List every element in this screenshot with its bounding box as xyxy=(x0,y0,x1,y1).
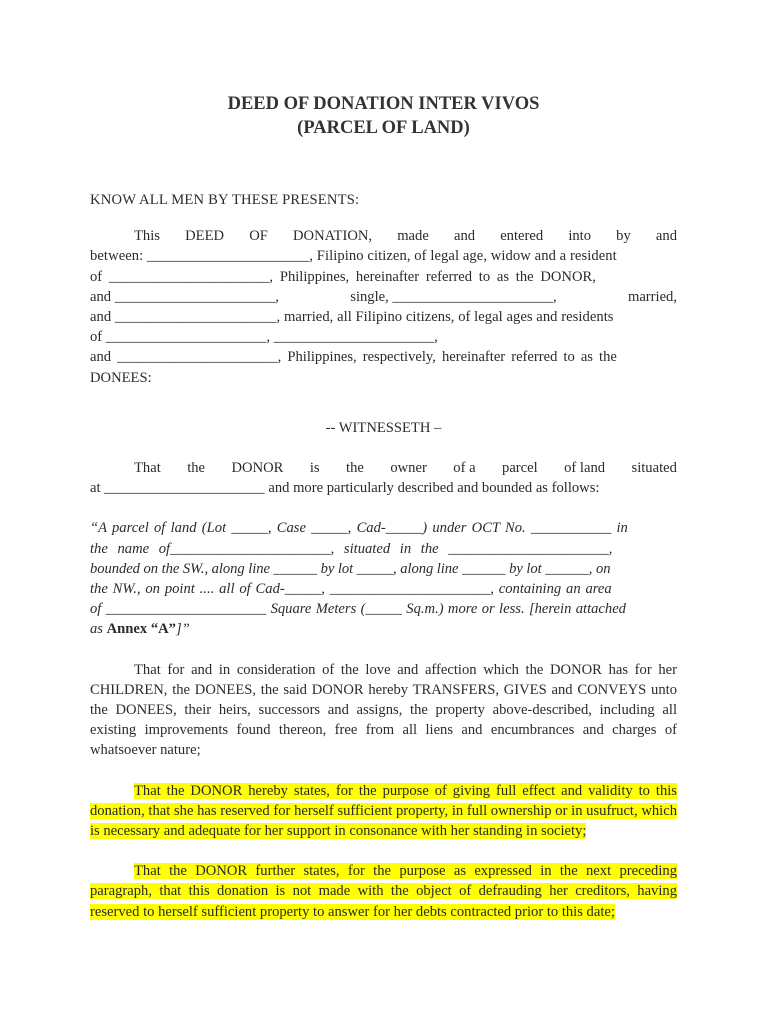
document-subtitle: (PARCEL OF LAND) xyxy=(297,118,470,138)
owner-word: situated xyxy=(631,460,677,477)
owner-word: DONOR xyxy=(231,460,284,477)
highlighted-text: That the DONOR further states, for the purpose as expressed in the next preceding paragraph, that this donation is not made with the object of defrauding her creditors, having reserved to herself sufficient property to answer for her debts contracted prior to this date; xyxy=(90,863,677,920)
intro-word: OF xyxy=(249,228,268,245)
description-line-4: the NW., on point .... all of Cad-_____, ______________________, containing an area xyxy=(90,581,612,598)
intro-line-5: and ______________________, married, all Filipino citizens, of legal ages and residents xyxy=(90,309,614,326)
intro-word: and xyxy=(655,228,677,245)
owner-word: the xyxy=(346,460,364,477)
owner-line-1 xyxy=(90,458,677,478)
opening-clause: KNOW ALL MEN BY THESE PRESENTS: xyxy=(90,192,360,208)
annex-label: Annex “A” xyxy=(106,621,176,638)
donor-statement-1 xyxy=(90,781,677,842)
intro-line-3: of ______________________, Philippines, hereinafter referred to as the DONOR, xyxy=(90,268,596,285)
owner-word: of land xyxy=(564,460,606,477)
intro-segment: and ______________________, xyxy=(90,288,279,305)
land-description xyxy=(90,518,677,639)
owner-word: the xyxy=(187,460,206,477)
document-title: DEED OF DONATION INTER VIVOS xyxy=(227,94,540,114)
owner-line-2: at ______________________ and more particularly described and bounded as follows: xyxy=(90,480,600,497)
intro-line-2: between: ______________________, Filipino citizen, of legal age, widow and a resident xyxy=(90,248,617,265)
intro-word: into xyxy=(568,228,592,245)
owner-word: owner xyxy=(390,460,427,477)
description-line-6 xyxy=(90,619,677,639)
description-line-1: “A parcel of land (Lot _____, Case _____, Cad-_____) under OCT No. ___________ in xyxy=(90,520,628,537)
description-line-3: bounded on the SW., along line ______ by lot _____, along line ______ by lot ______, on xyxy=(90,560,611,577)
intro-word: DONATION, xyxy=(293,228,373,245)
intro-word: made xyxy=(397,228,429,245)
intro-segment: married, xyxy=(627,288,677,305)
intro-line-8: DONEES: xyxy=(90,369,152,386)
intro-line-6: of ______________________, ______________________, xyxy=(90,329,438,346)
intro-line-4 xyxy=(90,287,677,307)
owner-word: is xyxy=(309,460,320,477)
owner-word: of a xyxy=(453,460,476,477)
owner-paragraph xyxy=(90,458,677,498)
intro-segment: single, ______________________, xyxy=(350,288,557,305)
document-page xyxy=(90,92,677,922)
consideration-paragraph: That for and in consideration of the love and affection which the DONOR has for her CHILDREN, the DONEES, the said DONOR hereby TRANSFERS, GIVES and CONVEYS unto the DONEES, their heirs, successors and assigns, the property above-described, including all existing improvements found thereon, free from all liens and encumbrances and charges of whatsoever nature; xyxy=(90,661,677,759)
description-text: ]” xyxy=(175,621,190,638)
intro-line-7: and ______________________, Philippines, respectively, hereinafter referred to as the xyxy=(90,349,617,366)
intro-word: by xyxy=(616,228,631,245)
intro-word: and xyxy=(453,228,476,245)
intro-word: This xyxy=(134,228,160,245)
donor-statement-2 xyxy=(90,861,677,922)
description-line-5: of ______________________ Square Meters (_____ Sq.m.) more or less. [herein attached xyxy=(90,601,626,618)
description-text: as xyxy=(90,621,107,638)
intro-word: DEED xyxy=(185,228,225,245)
description-line-2: the name of______________________, situated in the ______________________, xyxy=(90,540,613,557)
highlighted-text: That the DONOR hereby states, for the purpose of giving full effect and validity to this donation, that she has reserved for herself sufficient property, in full ownership or in usufruct, which is necessary and adequate for her support in consonance with her standing in society; xyxy=(90,782,677,840)
witnesseth-heading: -- WITNESSETH – xyxy=(325,419,442,436)
owner-word: parcel xyxy=(502,460,538,477)
owner-word: That xyxy=(134,460,161,477)
intro-line-1 xyxy=(90,226,677,246)
intro-word: entered xyxy=(500,228,544,245)
intro-paragraph xyxy=(90,226,677,388)
